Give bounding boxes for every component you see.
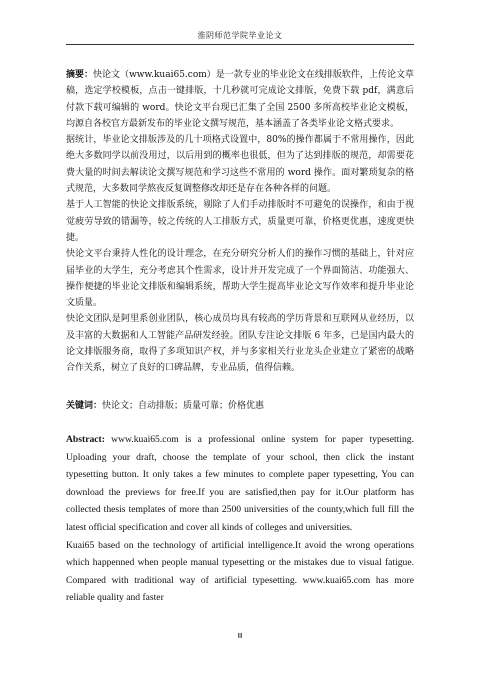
keywords-cn-label: 关键词： [66, 400, 103, 411]
abstract-cn-paragraph [66, 67, 414, 132]
keywords-cn-text: 快论文；自动排版；质量可靠；价格优惠 [102, 400, 265, 411]
abstract-cn-text: 快论文（www.kuai65.com）是一款专业的毕业论文在线排版软件，上传论文草稿，选定学校模板，点击一键排版，十几秒就可完成论文排版，免费下载 pdf，满意后付款下载可编辑的 word。快论文平台现已汇集了全国 2500 多所高校毕业论文模板，均源自各校官方最新发布的毕业论文撰写规范，基本涵盖了各类毕业论文格式要求。 [66, 70, 414, 129]
abstract-cn-paragraph: 基于人工智能的快论文排版系统，剔除了人们手动排版时不可避免的误操作，和由于视觉疲劳导致的错漏等，较之传统的人工排版方式，质量更可靠，价格更优惠，速度更快捷。 [66, 200, 414, 243]
abstract-en-label: Abstract: [66, 433, 105, 445]
abstract-cn-paragraph: 据统计，毕业论文排版涉及的几十项格式设置中，80%的操作都属于不常用操作，因此绝大多数同学以前没用过，以后用到的概率也很低，但为了达到排版的规范，却需要花费大量的时间去解读论文撰写规范和学习这些不常用的 word 操作。面对繁琐复杂的格式规范，大多数同学熬夜反复调整修改却还是存在各种各样的问题。 [66, 135, 414, 195]
abstract-cn-label: 摘要： [66, 70, 94, 80]
abstract-en-text: www.kuai65.com is a professional online system for paper typesetting. Uploading your draft, choose the template of your school, then click the instant typesetting button. It only takes a few minutes to complete paper typesetting, You can download the previews for free.If you are satisfied,then pay for it.Our platform has collected thesis templates of more than 2500 universities of the county,which full fill the latest official specification and cover all kinds of colleges and universities. [66, 433, 414, 533]
abstract-en-paragraph: Kuai65 based on the technology of artificial intelligence.It avoid the wrong operations which happenned when people manual typesetting or the mistakes due to visual fatigue. Compared with traditional way of artificial typesetting. www.kuai65.com has more reliable quality and faster [66, 539, 414, 604]
abstract-cn-paragraph: 快论文团队是阿里系创业团队，核心成员均具有较高的学历背景和互联网从业经历，以及丰富的大数据和人工智能产品研发经验。团队专注论文排版 6 年多，已是国内最大的论文排版服务商，取得了多项知识产权，并与多家相关行业龙头企业建立了紧密的战略合作关系，树立了良好的口碑品牌，专业品质，值得信赖。 [66, 314, 414, 374]
abstract-cn-paragraph: 快论文平台秉持人性化的设计理念，在充分研究分析人们的操作习惯的基础上，针对应届毕业的大学生，充分考虑其个性需求，设计并开发完成了一个界面简洁、功能强大、操作便捷的毕业论文排版和编辑系统，帮助大学生提高毕业论文写作效率和提升毕业论文质量。 [66, 249, 414, 309]
keywords-cn [66, 398, 414, 414]
abstract-en-paragraph [66, 431, 414, 537]
header-rule [66, 44, 414, 45]
page-header: 淮阴师范学院毕业论文 [197, 31, 283, 40]
page-number: Ⅲ [237, 632, 243, 640]
document-body [66, 67, 414, 607]
